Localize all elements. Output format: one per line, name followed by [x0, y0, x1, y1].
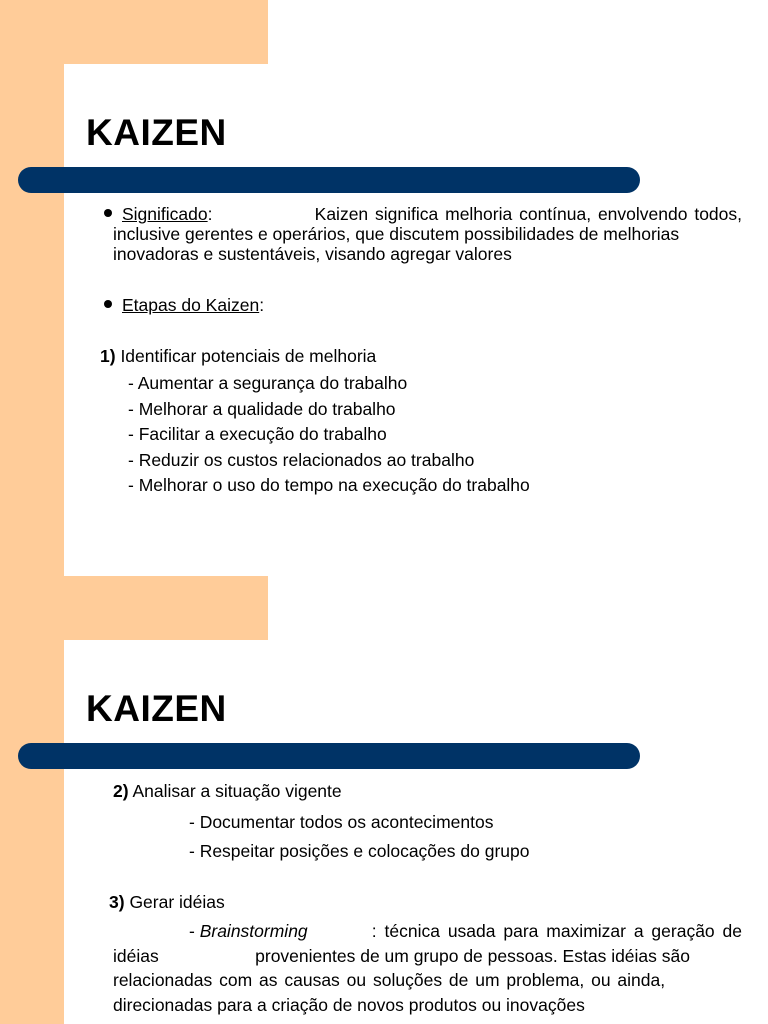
list-item: - Documentar todos os acontecimentos [189, 812, 494, 832]
slide-title: KAIZEN [86, 112, 227, 153]
bullet-dot [104, 209, 112, 217]
peach-side-band [0, 0, 64, 576]
peach-top-band [0, 576, 268, 640]
step-1-list [128, 371, 530, 499]
list-item: - Respeitar posições e colocações do grupo [189, 841, 530, 861]
list-item: - Melhorar a qualidade do trabalho [128, 398, 396, 419]
bullet-dot [104, 300, 112, 308]
brainstorming-term: Brainstorming [199, 921, 308, 941]
etapas-heading: Etapas do Kaizen: [104, 295, 264, 315]
list-item: - Melhorar o uso do tempo na execução do trabalho [128, 475, 530, 495]
significado-term: Significado [122, 204, 208, 224]
list-item: - Facilitar a execução do trabalho [128, 424, 387, 444]
step-2-heading: 2) Analisar a situação vigente [113, 781, 342, 801]
list-item: - Aumentar a segurança do trabalho [128, 373, 408, 393]
significado-line-2: inclusive gerentes e operários, que discutem possibilidades de melhorias [113, 224, 680, 244]
brainstorming-line-3: relacionadas com as causas ou soluções de um problema, ou ainda, [113, 970, 666, 990]
brainstorming-paragraph: - Brainstorming : técnica usada para maximizar a geração de idéias provenientes de um grupo de pessoas. Estas idéias são relacionadas com as causas ou soluções de um problema, ou ainda, direcionadas para a criação de novos produtos ou inovações [113, 919, 742, 1017]
brainstorming-line-4: direcionadas para a criação de novos produtos ou inovações [113, 994, 585, 1015]
peach-side-band [0, 576, 64, 1024]
significado-line-3: inovadoras e sustentáveis, visando agregar valores [113, 244, 512, 264]
slide-title: KAIZEN [86, 688, 227, 729]
step-1-heading: 1) Identificar potenciais de melhoria [100, 346, 377, 366]
title-underline-bar [18, 167, 640, 193]
peach-top-band [0, 0, 268, 64]
significado-line-1: Kaizen significa melhoria contínua, envolvendo todos, [314, 204, 742, 224]
step-2-list [189, 808, 529, 866]
significado-paragraph: Significado: Kaizen significa melhoria contínua, envolvendo todos, inclusive gerentes e operários, que discutem possibilidades de melhorias inovadoras e sustentáveis, visando agregar valores [104, 204, 742, 264]
list-item: - Reduzir os custos relacionados ao trabalho [128, 449, 475, 470]
step-3-heading: 3) Gerar idéias [109, 892, 225, 912]
slide-2 [0, 576, 768, 1024]
title-underline-bar [18, 743, 640, 769]
